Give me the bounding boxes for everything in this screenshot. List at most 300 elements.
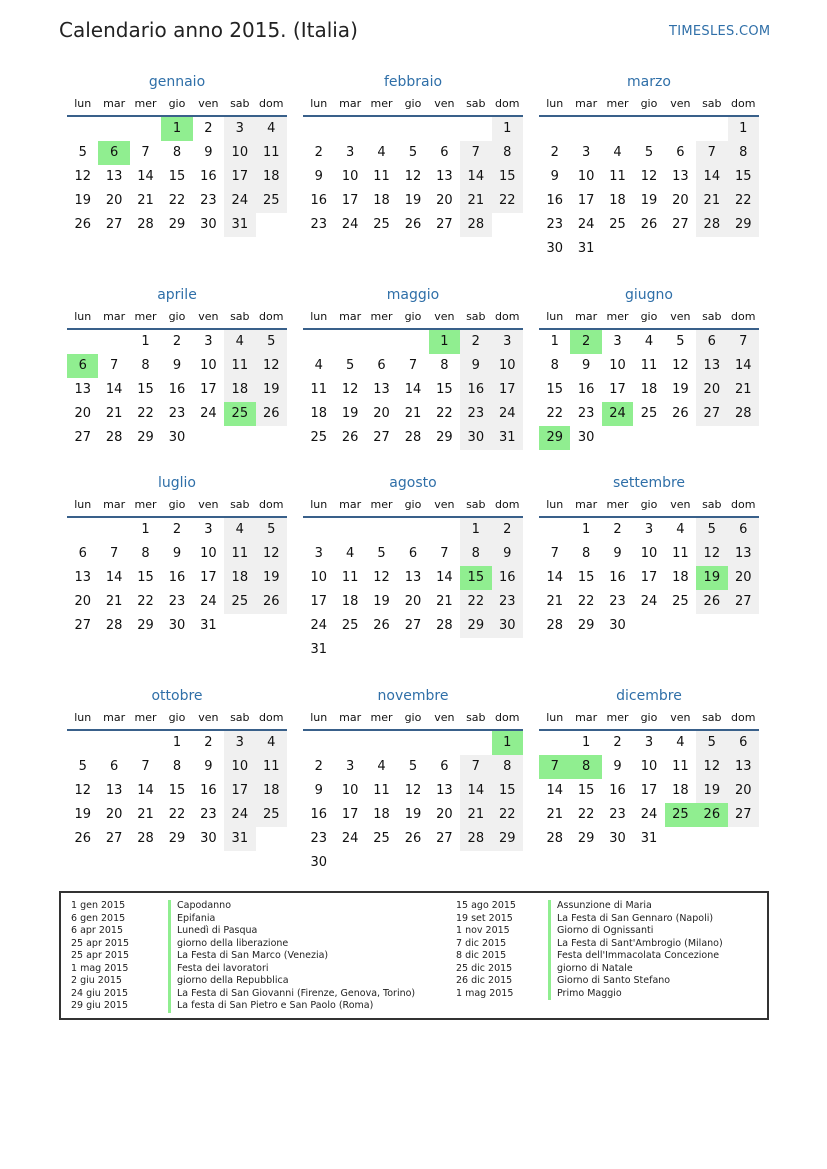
day-cell: 30 (200, 217, 217, 232)
day-cell: 22 (137, 594, 154, 609)
day-cell: 25 (256, 189, 287, 213)
legend-left-descriptions (168, 900, 415, 1013)
day-cell: 10 (200, 358, 217, 373)
holiday-day: 25 (665, 803, 696, 827)
day-cell: 29 (137, 430, 154, 445)
weekday-header (67, 707, 287, 731)
day-cell: 22 (137, 406, 154, 421)
day-cell: 22 (492, 189, 523, 213)
day-cell: 10 (609, 358, 626, 373)
month-maggio (303, 284, 523, 450)
day-cell: 27 (74, 430, 91, 445)
weekday-header (67, 494, 287, 518)
day-cell: 20 (74, 406, 91, 421)
empty-cell (366, 731, 397, 755)
month-name: ottobre (151, 688, 203, 704)
empty-cell (303, 330, 334, 354)
day-cell: 27 (105, 831, 123, 846)
day-cell: 26 (74, 217, 91, 232)
weekday-label: lun (546, 97, 564, 110)
day-cell: 25 (373, 217, 390, 232)
day-cell: 12 (341, 382, 359, 397)
day-cell: 16 (310, 807, 327, 822)
day-cell: 11 (224, 354, 255, 378)
holiday-day: 15 (460, 566, 491, 590)
weekday-label: ven (434, 310, 455, 323)
day-cell: 5 (408, 759, 418, 774)
day-cell: 24 (200, 406, 217, 421)
weekday-label: ven (670, 711, 691, 724)
weekday-label: ven (670, 498, 691, 511)
day-cell: 2 (613, 522, 622, 537)
day-cell: 25 (256, 803, 287, 827)
weekday-label: lun (74, 97, 92, 110)
weekday-label: lun (74, 711, 92, 724)
day-cell: 14 (404, 382, 422, 397)
empty-cell (98, 117, 129, 141)
day-cell: 27 (105, 217, 123, 232)
day-cell: 23 (546, 217, 563, 232)
holiday-day: 26 (696, 803, 727, 827)
weekday-label: dom (259, 310, 284, 323)
day-cell: 21 (460, 803, 491, 827)
holiday-day: 8 (570, 755, 601, 779)
holiday-day: 25 (224, 402, 255, 426)
legend-description: Giorno di Santo Stefano (548, 975, 723, 988)
day-grid (67, 330, 287, 450)
weekday-label: mar (575, 310, 598, 323)
day-cell: 15 (137, 570, 154, 585)
day-cell: 7 (460, 141, 491, 165)
weekday-label: sab (466, 310, 486, 323)
day-cell: 17 (492, 378, 523, 402)
weekday-header (67, 93, 287, 117)
day-grid (303, 731, 523, 875)
day-cell: 4 (613, 145, 622, 160)
day-cell: 30 (546, 241, 563, 256)
day-grid (303, 117, 523, 237)
legend-date: 25 apr 2015 (71, 937, 130, 949)
day-cell: 7 (141, 759, 150, 774)
day-cell: 14 (137, 783, 154, 798)
day-cell: 12 (256, 542, 287, 566)
day-cell: 29 (460, 614, 491, 638)
weekday-label: mar (339, 498, 362, 511)
day-cell: 16 (609, 783, 626, 798)
month-ottobre (67, 685, 287, 851)
weekday-label: mar (575, 97, 598, 110)
day-cell: 19 (256, 566, 287, 590)
day-cell: 13 (436, 169, 453, 184)
day-cell: 15 (728, 165, 759, 189)
empty-cell (303, 117, 334, 141)
day-cell: 11 (672, 546, 689, 561)
day-cell: 4 (644, 334, 654, 349)
day-cell: 15 (546, 382, 563, 397)
weekday-label: mer (606, 310, 629, 323)
day-cell: 19 (256, 378, 287, 402)
legend-date: 6 gen 2015 (71, 912, 126, 924)
day-cell: 24 (200, 594, 217, 609)
weekday-label: sab (466, 97, 486, 110)
day-cell: 7 (440, 546, 449, 561)
day-cell: 30 (200, 831, 217, 846)
day-cell: 4 (676, 735, 685, 750)
holiday-day: 1 (161, 117, 192, 141)
day-cell: 8 (460, 542, 491, 566)
weekday-label: sab (702, 310, 722, 323)
day-cell: 16 (577, 382, 595, 397)
weekday-label: sab (230, 498, 250, 511)
day-cell: 21 (546, 807, 563, 822)
day-cell: 10 (492, 354, 523, 378)
weekday-header (539, 707, 759, 731)
day-cell: 4 (676, 522, 685, 537)
day-cell: 28 (460, 827, 491, 851)
day-cell: 3 (613, 334, 622, 349)
day-cell: 29 (577, 618, 595, 633)
day-cell: 7 (696, 141, 727, 165)
day-cell: 17 (577, 193, 595, 208)
day-cell: 23 (310, 217, 327, 232)
day-cell: 28 (546, 831, 563, 846)
day-cell: 16 (168, 570, 186, 585)
day-cell: 8 (141, 358, 150, 373)
month-giugno (539, 284, 759, 450)
month-name: giugno (625, 287, 673, 303)
day-cell: 4 (377, 145, 386, 160)
day-cell: 20 (696, 378, 727, 402)
day-cell: 12 (74, 169, 91, 184)
weekday-label: lun (310, 711, 328, 724)
day-cell: 18 (256, 779, 287, 803)
day-cell: 11 (640, 358, 658, 373)
day-cell: 27 (404, 618, 422, 633)
day-cell: 20 (436, 807, 453, 822)
day-cell: 9 (460, 354, 491, 378)
legend-date: 29 giu 2015 (71, 1000, 128, 1011)
weekday-label: gio (640, 711, 658, 724)
day-cell: 9 (314, 169, 323, 184)
day-cell: 7 (550, 546, 559, 561)
weekday-label: lun (310, 97, 328, 110)
day-cell: 5 (345, 358, 355, 373)
day-cell: 1 (550, 334, 559, 349)
day-cell: 9 (172, 358, 182, 373)
day-cell: 24 (577, 217, 595, 232)
holiday-day: 29 (539, 426, 570, 450)
weekday-label: lun (546, 711, 564, 724)
day-cell: 15 (436, 382, 453, 397)
day-cell: 2 (172, 522, 182, 537)
empty-cell (67, 518, 98, 542)
day-cell: 2 (613, 735, 622, 750)
weekday-header (303, 494, 523, 518)
day-cell: 10 (640, 546, 658, 561)
weekday-label: ven (670, 97, 691, 110)
day-cell: 26 (672, 406, 689, 421)
weekday-label: gio (640, 97, 658, 110)
day-cell: 1 (728, 117, 759, 141)
day-cell: 21 (105, 594, 123, 609)
day-cell: 14 (546, 783, 563, 798)
day-cell: 19 (74, 807, 91, 822)
legend-description: La Festa di San Marco (Venezia) (168, 950, 415, 963)
day-cell: 27 (74, 618, 91, 633)
day-cell: 29 (728, 213, 759, 237)
weekday-label: dom (731, 310, 756, 323)
day-cell: 3 (224, 731, 255, 755)
day-cell: 21 (728, 378, 759, 402)
empty-cell (334, 731, 365, 755)
weekday-label: mar (103, 97, 126, 110)
legend-description: giorno della Repubblica (168, 975, 415, 988)
day-cell: 24 (310, 618, 327, 633)
day-cell: 14 (105, 570, 123, 585)
day-cell: 1 (581, 735, 591, 750)
month-febbraio (303, 71, 523, 237)
day-cell: 23 (310, 831, 327, 846)
day-cell: 13 (728, 755, 759, 779)
weekday-label: lun (310, 498, 328, 511)
empty-cell (570, 117, 601, 141)
day-cell: 28 (137, 831, 154, 846)
day-cell: 19 (404, 807, 422, 822)
day-cell: 3 (204, 334, 213, 349)
day-cell: 8 (728, 141, 759, 165)
day-cell: 18 (224, 566, 255, 590)
day-cell: 20 (74, 594, 91, 609)
brand-link[interactable]: TIMESLES.COM (669, 24, 771, 39)
weekday-label: dom (259, 97, 284, 110)
day-cell: 4 (224, 330, 255, 354)
day-cell: 23 (609, 594, 626, 609)
day-cell: 2 (172, 334, 182, 349)
day-cell: 21 (404, 406, 422, 421)
day-cell: 22 (577, 807, 595, 822)
day-cell: 18 (373, 807, 390, 822)
day-cell: 20 (436, 193, 453, 208)
month-name: novembre (377, 688, 449, 704)
day-cell: 31 (200, 618, 217, 633)
day-cell: 13 (404, 570, 422, 585)
legend-description: Lunedì di Pasqua (168, 925, 415, 938)
weekday-header (303, 707, 523, 731)
weekday-label: sab (466, 711, 486, 724)
weekday-label: sab (702, 498, 722, 511)
day-cell: 5 (644, 145, 654, 160)
day-cell: 16 (200, 783, 217, 798)
day-cell: 30 (168, 618, 186, 633)
day-cell: 11 (341, 570, 359, 585)
day-cell: 5 (78, 759, 87, 774)
day-cell: 8 (550, 358, 559, 373)
weekday-label: sab (230, 97, 250, 110)
legend-description: Primo Maggio (548, 988, 723, 1001)
day-cell: 26 (74, 831, 91, 846)
day-cell: 9 (492, 542, 523, 566)
legend-description: La Festa di San Giovanni (Firenze, Genova, Torino) (168, 988, 415, 1001)
weekday-header (67, 306, 287, 330)
day-cell: 3 (492, 330, 523, 354)
day-cell: 18 (341, 594, 359, 609)
day-cell: 5 (256, 518, 287, 542)
day-cell: 19 (74, 193, 91, 208)
day-cell: 14 (137, 169, 154, 184)
day-cell: 20 (404, 594, 422, 609)
day-cell: 16 (168, 382, 186, 397)
day-cell: 27 (672, 217, 689, 232)
empty-cell (130, 117, 161, 141)
legend-date: 25 apr 2015 (71, 950, 130, 961)
day-grid (539, 518, 759, 638)
day-cell: 13 (105, 783, 123, 798)
weekday-label: ven (198, 711, 219, 724)
day-cell: 4 (377, 759, 386, 774)
day-cell: 9 (204, 759, 213, 774)
day-cell: 13 (436, 783, 453, 798)
day-cell: 13 (696, 354, 727, 378)
day-cell: 8 (492, 755, 523, 779)
day-cell: 18 (672, 570, 689, 585)
day-cell: 30 (577, 430, 595, 445)
empty-cell (460, 117, 491, 141)
weekday-label: mer (370, 310, 393, 323)
weekday-label: lun (546, 310, 564, 323)
day-cell: 27 (436, 831, 453, 846)
empty-cell (303, 518, 334, 542)
day-cell: 6 (440, 145, 449, 160)
day-cell: 3 (204, 522, 213, 537)
month-luglio (67, 472, 287, 638)
day-cell: 24 (224, 803, 255, 827)
weekday-label: gio (168, 711, 186, 724)
weekday-label: ven (434, 498, 455, 511)
day-cell: 12 (672, 358, 689, 373)
day-cell: 19 (341, 406, 359, 421)
empty-cell (303, 731, 334, 755)
month-name: gennaio (148, 74, 206, 90)
weekday-label: mer (370, 711, 393, 724)
day-grid (539, 330, 759, 450)
day-cell: 8 (581, 546, 591, 561)
legend-description: La Festa di Sant'Ambrogio (Milano) (548, 938, 723, 951)
weekday-label: ven (670, 310, 691, 323)
weekday-label: gio (404, 711, 422, 724)
day-cell: 31 (310, 642, 327, 657)
day-cell: 23 (609, 807, 626, 822)
day-cell: 2 (460, 330, 491, 354)
day-cell: 24 (640, 594, 658, 609)
month-agosto (303, 472, 523, 662)
weekday-label: sab (702, 97, 722, 110)
legend-date: 1 nov 2015 (456, 925, 510, 936)
day-cell: 16 (609, 570, 626, 585)
day-cell: 21 (546, 594, 563, 609)
day-cell: 20 (373, 406, 390, 421)
day-cell: 24 (224, 189, 255, 213)
day-cell: 6 (440, 759, 449, 774)
weekday-label: gio (640, 498, 658, 511)
day-cell: 7 (408, 358, 418, 373)
weekday-label: sab (230, 310, 250, 323)
weekday-label: mer (134, 711, 157, 724)
day-cell: 17 (200, 570, 217, 585)
day-cell: 13 (74, 570, 91, 585)
empty-cell (334, 330, 365, 354)
day-cell: 17 (341, 807, 359, 822)
holiday-day: 24 (602, 402, 633, 426)
day-cell: 27 (728, 803, 759, 827)
day-cell: 25 (341, 618, 359, 633)
day-cell: 12 (696, 755, 727, 779)
day-cell: 22 (577, 594, 595, 609)
day-cell: 13 (373, 382, 390, 397)
day-cell: 15 (137, 382, 154, 397)
empty-cell (67, 731, 98, 755)
day-cell: 20 (728, 566, 759, 590)
day-cell: 23 (200, 193, 217, 208)
holiday-legend (59, 891, 769, 1020)
day-cell: 7 (460, 755, 491, 779)
month-novembre (303, 685, 523, 875)
day-cell: 21 (436, 594, 453, 609)
day-cell: 17 (640, 570, 658, 585)
legend-right-descriptions (548, 900, 723, 1000)
legend-description: La Festa di San Gennaro (Napoli) (548, 913, 723, 926)
day-cell: 31 (640, 831, 658, 846)
day-cell: 10 (640, 759, 658, 774)
day-cell: 31 (224, 827, 255, 851)
day-cell: 23 (168, 594, 186, 609)
day-cell: 18 (672, 783, 689, 798)
day-cell: 10 (341, 169, 359, 184)
weekday-label: mar (575, 711, 598, 724)
legend-description: Festa dell'Immacolata Concezione (548, 950, 723, 963)
day-grid (67, 731, 287, 851)
day-cell: 5 (676, 334, 685, 349)
legend-description: Giorno di Ognissanti (548, 925, 723, 938)
day-cell: 9 (172, 546, 182, 561)
legend-right-dates (456, 900, 516, 1000)
day-cell: 21 (460, 189, 491, 213)
day-cell: 10 (577, 169, 595, 184)
weekday-label: gio (404, 310, 422, 323)
day-cell: 15 (492, 165, 523, 189)
day-cell: 11 (373, 169, 390, 184)
day-cell: 29 (137, 618, 154, 633)
day-cell: 2 (314, 759, 323, 774)
empty-cell (397, 330, 428, 354)
day-cell: 7 (728, 330, 759, 354)
page-title: Calendario anno 2015. (Italia) (59, 18, 358, 42)
day-cell: 9 (204, 145, 213, 160)
day-cell: 4 (314, 358, 323, 373)
legend-date: 1 mag 2015 (71, 962, 129, 974)
month-name: settembre (612, 475, 686, 491)
day-cell: 5 (408, 145, 418, 160)
day-cell: 9 (613, 759, 622, 774)
day-cell: 4 (256, 731, 287, 755)
weekday-label: mer (370, 97, 393, 110)
day-cell: 15 (168, 169, 186, 184)
weekday-label: dom (731, 498, 756, 511)
day-cell: 9 (550, 169, 559, 184)
day-cell: 13 (672, 169, 689, 184)
day-cell: 25 (224, 590, 255, 614)
month-dicembre (539, 685, 759, 851)
day-cell: 21 (137, 193, 154, 208)
